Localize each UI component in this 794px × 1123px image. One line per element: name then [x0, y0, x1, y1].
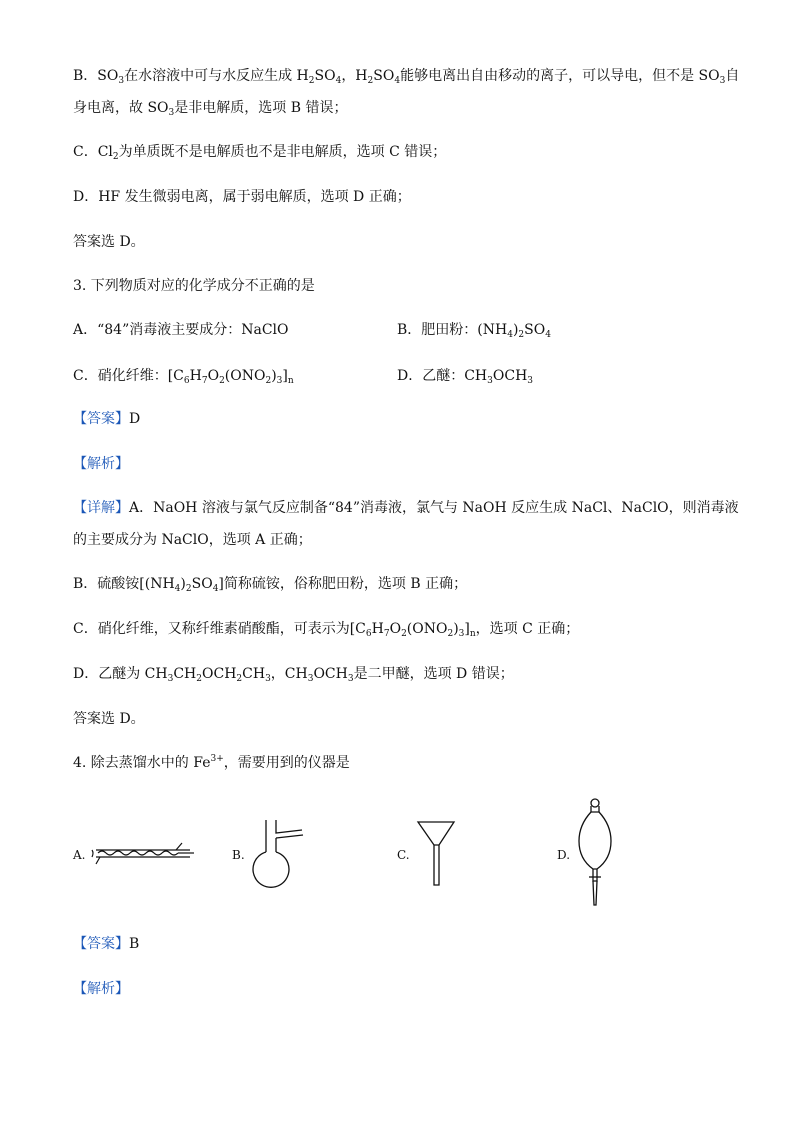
q3-option-b: B．肥田粉：$(NH_4)_2SO_4$: [397, 322, 551, 340]
q4-label-d: D.: [557, 848, 571, 862]
q3-final-answer: 答案选 D。: [73, 711, 145, 727]
q3-detail-b: B．硫酸铵$[(NH_4)_2SO_4]$简称硫铵，俗称肥田粉，选项 B 正确；: [73, 576, 468, 594]
q4-answer: 【答案】B: [73, 936, 140, 952]
prev-option-d: D．HF 发生微弱电离，属于弱电解质，选项 D 正确；: [73, 189, 411, 205]
q3-detail-d: D．乙醚为 $CH_3CH_2OCH_2CH_3$，$CH_3OCH_3$是二甲醚，选项 D 错误；: [73, 666, 514, 684]
distillation-flask-icon: [252, 818, 310, 890]
q3-stem: 3. 下列物质对应的化学成分不正确的是: [73, 278, 315, 294]
q4-label-a: A.: [73, 848, 86, 862]
q4-analysis-tag: 【解析】: [73, 981, 129, 997]
q3-analysis-tag: 【解析】: [73, 456, 129, 472]
q3-option-c: C．硝化纤维：$[C_6H_7O_2(ONO_2)_3]_n$: [73, 368, 294, 386]
q3-option-d: D．乙醚：$CH_3OCH_3$: [397, 368, 534, 386]
q4-label-b: B.: [232, 848, 245, 862]
detail-tag: 【详解】: [73, 500, 129, 516]
funnel-icon: [416, 819, 458, 887]
prev-answer: 答案选 D。: [73, 234, 145, 250]
q3-answer: 【答案】D: [73, 411, 141, 427]
prev-option-b-line2: 身电离，故 $SO_3$是非电解质，选项 B 错误；: [73, 100, 348, 118]
condenser-icon: [90, 838, 196, 868]
prev-option-b-line1: B．$SO_3$在水溶液中可与水反应生成 $H_2SO_4$，$H_2SO_4$能够电离出自由移动的离子，可以导电，但不是 $SO_3$自: [73, 68, 740, 86]
q4-stem: 4. 除去蒸馏水中的 $Fe^{3+}$，需要用到的仪器是: [73, 754, 350, 771]
q3-option-a: A．“84”消毒液主要成分：NaClO: [73, 322, 289, 338]
q3-detail-a-line2: 的主要成分为 NaClO，选项 A 正确；: [73, 532, 312, 548]
prev-option-c: C．$Cl_2$为单质既不是电解质也不是非电解质，选项 C 错误；: [73, 144, 447, 162]
q3-detail-a-line1: 【详解】A．NaOH 溶液与氯气反应制备“84”消毒液，氯气与 NaOH 反应生成 NaCl、NaClO，则消毒液: [73, 500, 739, 516]
answer-tag: 【答案】: [73, 411, 129, 427]
q3-detail-c: C．硝化纤维，又称纤维素硝酸酯，可表示为$[C_6H_7O_2(ONO_2)_3]_n$，选项 C 正确；: [73, 621, 580, 639]
q4-label-c: C.: [397, 848, 410, 862]
separatory-funnel-icon: [577, 797, 615, 909]
